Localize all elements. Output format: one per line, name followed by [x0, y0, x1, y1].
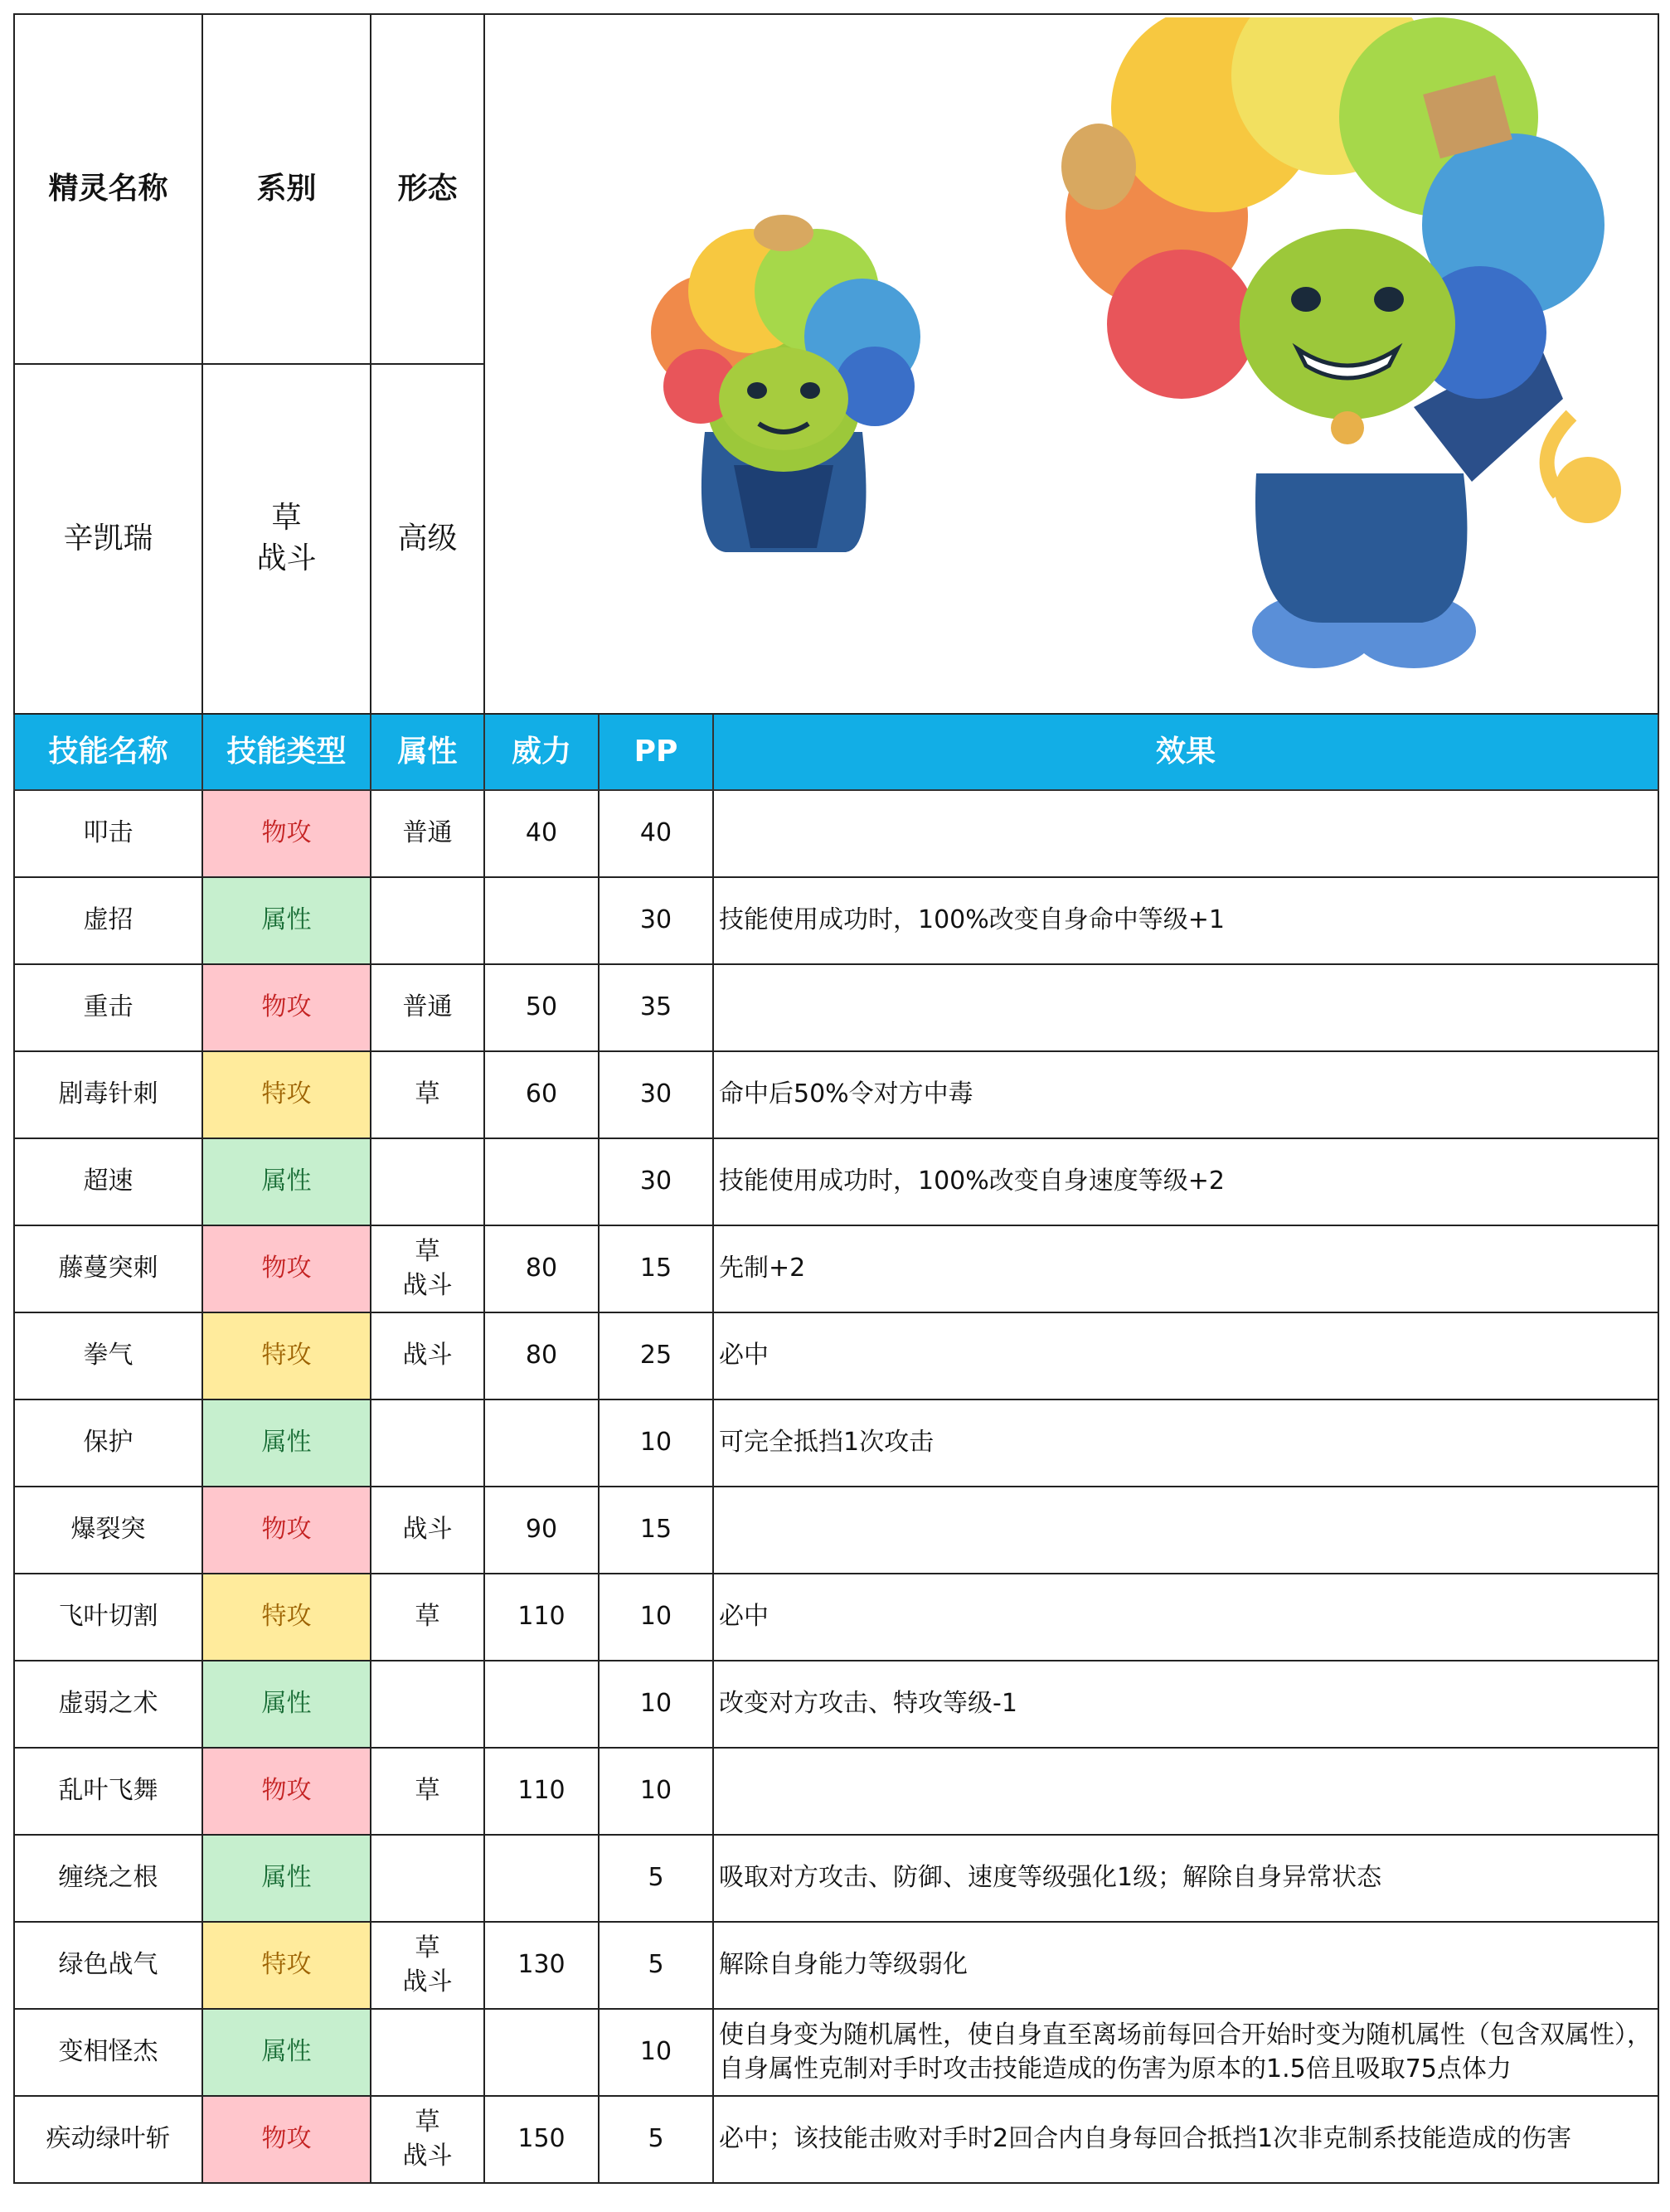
- skill-effect: 使自身变为随机属性，使自身直至离场前每回合开始时变为随机属性（包含双属性），自身属性克制对手时攻击技能造成的伤害为原本的1.5倍且吸取75点体力: [713, 2009, 1658, 2096]
- skill-power-header: 威力: [484, 714, 599, 790]
- skill-attribute: [371, 1399, 484, 1487]
- skill-attribute-line: 战斗: [402, 1270, 453, 1300]
- skill-effect: 解除自身能力等级弱化: [713, 1922, 1658, 2009]
- skill-attribute-line: 草: [415, 1237, 440, 1266]
- skill-effect: [713, 790, 1658, 877]
- skill-pp: 30: [599, 877, 713, 964]
- skills-header-row: [14, 714, 1658, 790]
- pet-info-table: [13, 13, 1659, 2184]
- skill-power: 110: [484, 1748, 599, 1835]
- skill-attribute: [371, 2009, 484, 2096]
- skill-pp: 10: [599, 1399, 713, 1487]
- skill-attribute: [371, 1574, 484, 1661]
- skill-row: [14, 1487, 1658, 1574]
- skill-category: 物攻: [202, 1225, 371, 1312]
- skill-row: [14, 1922, 1658, 2009]
- skill-name: 拳气: [14, 1312, 202, 1399]
- skill-name: 叩击: [14, 790, 202, 877]
- skill-name: 虚招: [14, 877, 202, 964]
- skill-effect: [713, 1748, 1658, 1835]
- skill-name: 变相怪杰: [14, 2009, 202, 2096]
- skill-power: [484, 2009, 599, 2096]
- skill-effect: 可完全抵挡1次攻击: [713, 1399, 1658, 1487]
- skill-power: 90: [484, 1487, 599, 1574]
- skill-pp: 35: [599, 964, 713, 1051]
- skill-category: 属性: [202, 877, 371, 964]
- skill-attribute-line: 草: [415, 2108, 440, 2137]
- skill-effect: 吸取对方攻击、防御、速度等级强化1级；解除自身异常状态: [713, 1835, 1658, 1922]
- pet-name-header: 精灵名称: [14, 14, 202, 364]
- skill-attribute-line: 普通: [402, 992, 453, 1022]
- skill-category: 物攻: [202, 964, 371, 1051]
- skill-attribute: [371, 1138, 484, 1225]
- skill-power: 80: [484, 1312, 599, 1399]
- skill-pp: 10: [599, 1661, 713, 1748]
- skill-category: 属性: [202, 1399, 371, 1487]
- skill-effect: 技能使用成功时，100%改变自身命中等级+1: [713, 877, 1658, 964]
- skill-pp: 25: [599, 1312, 713, 1399]
- skill-attribute: [371, 1487, 484, 1574]
- skill-category: 属性: [202, 2009, 371, 2096]
- advanced-form-sprite: [1061, 17, 1621, 668]
- skill-category: 物攻: [202, 1487, 371, 1574]
- skill-pp-header: PP: [599, 714, 713, 790]
- skill-category: 物攻: [202, 2096, 371, 2183]
- skill-attribute: [371, 877, 484, 964]
- skill-row: [14, 1661, 1658, 1748]
- skill-pp: 10: [599, 2009, 713, 2096]
- skill-attribute-line: 草: [415, 1079, 440, 1109]
- skill-name: 飞叶切割: [14, 1574, 202, 1661]
- skill-category: 物攻: [202, 1748, 371, 1835]
- info-header-row: [14, 14, 1658, 364]
- skill-power: 80: [484, 1225, 599, 1312]
- skill-row: [14, 964, 1658, 1051]
- skill-attribute-line: 草: [415, 1602, 440, 1632]
- skill-power: 150: [484, 2096, 599, 2183]
- skill-power: 60: [484, 1051, 599, 1138]
- skill-rows: [14, 790, 1658, 2183]
- skill-row: [14, 1574, 1658, 1661]
- skill-name: 虚弱之术: [14, 1661, 202, 1748]
- skill-attribute: [371, 1661, 484, 1748]
- skill-attribute-header: 属性: [371, 714, 484, 790]
- skill-power: 110: [484, 1574, 599, 1661]
- skill-attribute: [371, 790, 484, 877]
- skill-pp: 10: [599, 1574, 713, 1661]
- skill-row: [14, 2009, 1658, 2096]
- skill-name: 绿色战气: [14, 1922, 202, 2009]
- skill-effect: [713, 1487, 1658, 1574]
- skill-attribute-line: 战斗: [402, 1967, 453, 1996]
- skill-row: [14, 1312, 1658, 1399]
- skill-effect: 技能使用成功时，100%改变自身速度等级+2: [713, 1138, 1658, 1225]
- pet-type-line: 战斗: [256, 541, 317, 575]
- skill-row: [14, 790, 1658, 877]
- pet-type-line: 草: [271, 501, 302, 536]
- small-form-sprite: [651, 215, 920, 552]
- skill-effect: 命中后50%令对方中毒: [713, 1051, 1658, 1138]
- skill-category: 属性: [202, 1835, 371, 1922]
- skill-name: 乱叶飞舞: [14, 1748, 202, 1835]
- skill-category: 特攻: [202, 1922, 371, 2009]
- skill-effect: 必中；该技能击败对手时2回合内自身每回合抵挡1次非克制系技能造成的伤害: [713, 2096, 1658, 2183]
- skill-pp: 15: [599, 1487, 713, 1574]
- skill-power: [484, 1835, 599, 1922]
- skill-effect-header: 效果: [713, 714, 1658, 790]
- skill-name: 重击: [14, 964, 202, 1051]
- skill-row: [14, 1225, 1658, 1312]
- skill-pp: 10: [599, 1748, 713, 1835]
- skill-attribute: [371, 1835, 484, 1922]
- skill-attribute: [371, 964, 484, 1051]
- skill-attribute-line: 战斗: [402, 2141, 453, 2171]
- skill-row: [14, 1138, 1658, 1225]
- skill-power: [484, 877, 599, 964]
- skill-pp: 40: [599, 790, 713, 877]
- skill-power: 50: [484, 964, 599, 1051]
- skill-attribute-line: 草: [415, 1933, 440, 1962]
- pet-name: 辛凯瑞: [14, 364, 202, 714]
- skill-name: 超速: [14, 1138, 202, 1225]
- pet-type: [202, 364, 371, 714]
- skill-name: 藤蔓突刺: [14, 1225, 202, 1312]
- skill-attribute-line: 普通: [402, 818, 453, 848]
- skill-attribute-line: 战斗: [402, 1515, 453, 1545]
- skill-name-header: 技能名称: [14, 714, 202, 790]
- pet-form: 高级: [371, 364, 484, 714]
- skill-category: 物攻: [202, 790, 371, 877]
- skill-row: [14, 1051, 1658, 1138]
- skill-attribute: [371, 1312, 484, 1399]
- skill-attribute: [371, 1225, 484, 1312]
- skill-row: [14, 2096, 1658, 2183]
- pet-sprites: [485, 17, 1646, 711]
- skill-power: 130: [484, 1922, 599, 2009]
- pet-skill-sheet: [13, 13, 1658, 2184]
- skill-effect: 先制+2: [713, 1225, 1658, 1312]
- pet-image-cell: [484, 14, 1658, 714]
- skill-name: 保护: [14, 1399, 202, 1487]
- skill-name: 剧毒针刺: [14, 1051, 202, 1138]
- skill-attribute: [371, 2096, 484, 2183]
- skill-category: 属性: [202, 1661, 371, 1748]
- skill-effect: 改变对方攻击、特攻等级-1: [713, 1661, 1658, 1748]
- skill-effect: 必中: [713, 1312, 1658, 1399]
- skill-category: 特攻: [202, 1051, 371, 1138]
- pet-type-header: 系别: [202, 14, 371, 364]
- skill-attribute: [371, 1922, 484, 2009]
- skill-effect: 必中: [713, 1574, 1658, 1661]
- skill-attribute-line: 战斗: [402, 1341, 453, 1370]
- skill-pp: 15: [599, 1225, 713, 1312]
- skill-row: [14, 877, 1658, 964]
- skill-name: 缠绕之根: [14, 1835, 202, 1922]
- skill-name: 爆裂突: [14, 1487, 202, 1574]
- skill-row: [14, 1399, 1658, 1487]
- skill-pp: 30: [599, 1138, 713, 1225]
- skill-attribute-line: 草: [415, 1776, 440, 1806]
- skill-attribute: [371, 1051, 484, 1138]
- skill-row: [14, 1748, 1658, 1835]
- skill-power: [484, 1138, 599, 1225]
- skill-power: [484, 1399, 599, 1487]
- skill-pp: 5: [599, 1922, 713, 2009]
- skill-pp: 30: [599, 1051, 713, 1138]
- skill-pp: 5: [599, 2096, 713, 2183]
- skill-attribute: [371, 1748, 484, 1835]
- skill-category: 特攻: [202, 1312, 371, 1399]
- skill-name: 疾动绿叶斩: [14, 2096, 202, 2183]
- skill-power: [484, 1661, 599, 1748]
- skill-category-header: 技能类型: [202, 714, 371, 790]
- skill-pp: 5: [599, 1835, 713, 1922]
- skill-effect: [713, 964, 1658, 1051]
- skill-power: 40: [484, 790, 599, 877]
- pet-form-header: 形态: [371, 14, 484, 364]
- skill-category: 属性: [202, 1138, 371, 1225]
- skill-row: [14, 1835, 1658, 1922]
- skill-category: 特攻: [202, 1574, 371, 1661]
